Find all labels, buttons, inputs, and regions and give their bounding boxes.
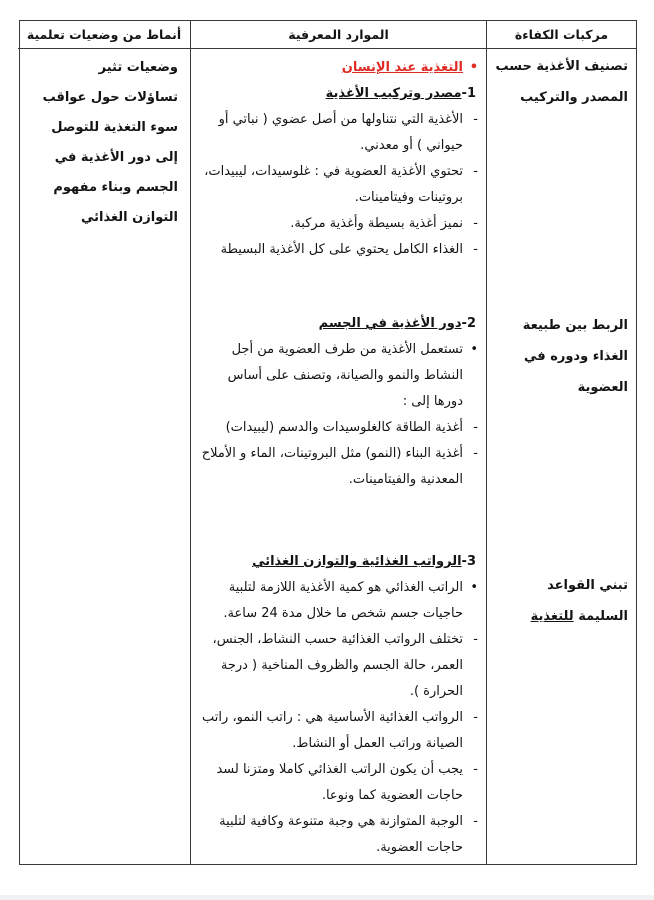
- lesson-title: التغذية عند الإنسان: [341, 60, 463, 75]
- resources-column: [191, 49, 487, 864]
- resource-item: [201, 575, 478, 627]
- dash-marker: -: [473, 710, 478, 725]
- competency-item: [487, 51, 636, 113]
- resource-item: [201, 107, 478, 159]
- section-title: الرواتب الغذائية والتوازن الغذائي: [252, 554, 462, 569]
- dash-marker: -: [473, 164, 478, 179]
- dash-marker: -: [473, 216, 478, 231]
- resource-item: [201, 757, 478, 809]
- situation-text: وضعيات تثير تساؤلات حول عواقب سوء التغذية للتوصل إلى دور الأغذية في الجسم وبناء مفهوم التوازن الغذائي: [42, 60, 178, 225]
- resource-section-1: [201, 81, 478, 263]
- resource-item-text: تستعمل الأغذية من طرف العضوية من أجل النشاط والنمو والصيانة، وتصنف على أساس دورها إلى :: [227, 342, 463, 409]
- resource-item: [201, 705, 478, 757]
- section-heading: [201, 81, 478, 107]
- red-bullet-icon: •: [469, 60, 478, 75]
- header-resources: الموارد المعرفية: [191, 21, 487, 49]
- resource-section-3: [201, 549, 478, 861]
- resource-item: [201, 337, 478, 415]
- dash-marker: -: [473, 242, 478, 257]
- bullet-marker: •: [470, 342, 478, 357]
- resource-item-text: الغذاء الكامل يحتوي على كل الأغذية البسيطة: [220, 242, 463, 257]
- resource-item: [201, 441, 478, 493]
- competency-text-underlined: للتغذية: [530, 609, 574, 624]
- dash-marker: -: [473, 420, 478, 435]
- competency-item: [487, 570, 636, 632]
- lesson-title-row: [201, 55, 478, 81]
- header-situations: أنماط من وضعيات تعلمية: [18, 21, 191, 49]
- dash-marker: -: [473, 762, 478, 777]
- resource-item-text: نميز أغذية بسيطة وأغذية مركبة.: [290, 216, 463, 231]
- competency-text: تبني القواعد السليمة: [547, 578, 628, 624]
- section-title: مصدر وتركيب الأغذية: [325, 86, 462, 101]
- competencies-column: [487, 49, 636, 864]
- resource-section-2: [201, 311, 478, 493]
- resource-item-text: أغذية البناء (النمو) مثل البروتينات، الماء و الأملاح المعدنية والفيتامينات.: [201, 446, 463, 487]
- resource-item-text: يجب أن يكون الراتب الغذائي كاملا ومتزنا لسد حاجات العضوية كما ونوعا.: [216, 762, 463, 803]
- situations-column: [18, 49, 191, 864]
- resource-item: [201, 809, 478, 861]
- resource-item: [201, 211, 478, 237]
- resource-item-text: الراتب الغذائي هو كمية الأغذية اللازمة لتلبية حاجيات جسم شخص ما خلال مدة 24 ساعة.: [223, 580, 463, 621]
- pedagogy-table: [19, 20, 637, 865]
- section-heading: [201, 549, 478, 575]
- dash-marker: -: [473, 814, 478, 829]
- resource-item-text: تحتوي الأغذية العضوية في : غلوسيدات، ليبيدات، بروتينات وفيتامينات.: [204, 164, 463, 205]
- competency-item: [487, 310, 636, 403]
- section-number: 1-: [461, 86, 476, 101]
- section-number: 2-: [461, 316, 476, 331]
- dash-marker: -: [473, 446, 478, 461]
- page-bottom-edge: [0, 895, 654, 900]
- resource-item: [201, 415, 478, 441]
- resource-item-text: تختلف الرواتب الغذائية حسب النشاط، الجنس، العمر، حالة الجسم والظروف المناخية ( درجة الحرارة ).: [212, 632, 463, 699]
- dash-marker: -: [473, 112, 478, 127]
- competency-text: الربط بين طبيعة الغذاء ودوره في العضوية: [522, 318, 628, 395]
- bullet-marker: •: [470, 580, 478, 595]
- resource-item-text: الوجبة المتوازنة هي وجبة متنوعة وكافية لتلبية حاجات العضوية.: [219, 814, 463, 855]
- resource-item-text: الأغذية التي نتناولها من أصل عضوي ( نباتي أو حيواني ) أو معدني.: [218, 112, 463, 153]
- dash-marker: -: [473, 632, 478, 647]
- section-number: 3-: [461, 554, 476, 569]
- section-title: دور الأغذية في الجسم: [318, 316, 462, 331]
- section-heading: [201, 311, 478, 337]
- resource-item: [201, 237, 478, 263]
- resource-item-text: أغذية الطاقة كالغلوسيدات والدسم (ليبيدات): [225, 420, 463, 435]
- resource-item-text: الرواتب الغذائية الأساسية هي : راتب النمو، راتب الصيانة وراتب العمل أو النشاط.: [202, 710, 463, 751]
- resource-item: [201, 159, 478, 211]
- resource-item: [201, 627, 478, 705]
- competency-text: تصنيف الأغذية حسب المصدر والتركيب: [495, 59, 628, 105]
- header-competencies: مركبات الكفاءة: [487, 21, 636, 49]
